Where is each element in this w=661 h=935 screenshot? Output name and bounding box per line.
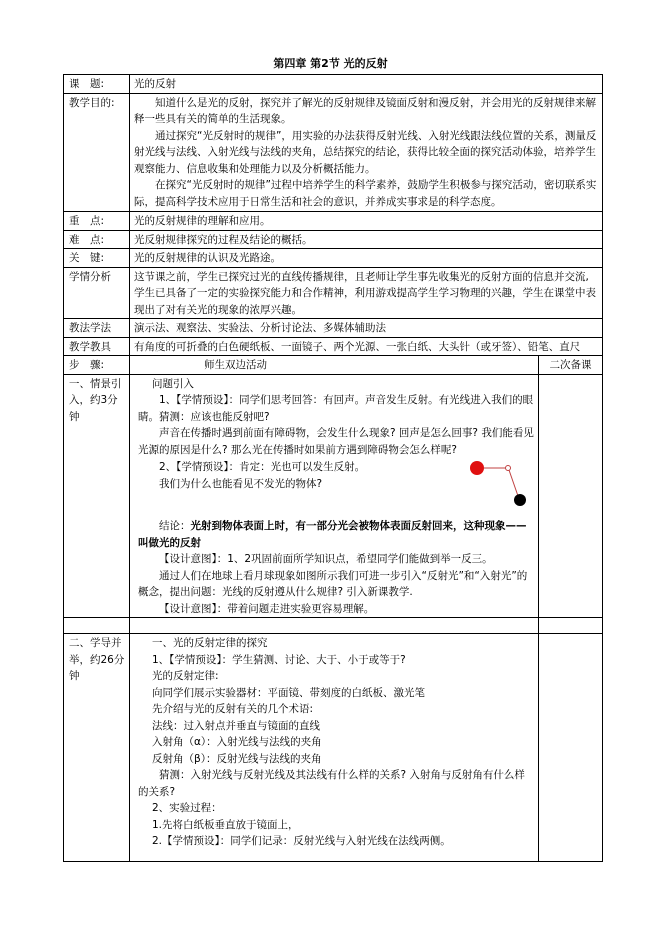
step2-a1: 1、【学情预设】：学生猜测、讨论、大于、小于或等于? xyxy=(152,653,406,666)
conclusion-text: 光射到物体表面上时，有一部分光会被物体表面反射回来，这种现象——叫做光的反射 xyxy=(138,520,527,549)
page-title: 第四章 第2节 光的反射 xyxy=(273,57,388,70)
row-critical xyxy=(64,249,603,268)
step2-a4: 先介绍与光的反射有关的几个术语: xyxy=(152,703,314,715)
step1-p5 xyxy=(138,518,534,551)
conclusion-label: 结论： xyxy=(159,520,191,532)
earth-shape xyxy=(514,494,526,506)
methods-value: 演示法、观察法、实验法、分析讨论法、多媒体辅助法 xyxy=(130,319,603,338)
tools-value: 有角度的可折叠的白色硬纸板、一面镜子、两个光源、一张白纸、大头针（或牙签）、铅笔、直尺 xyxy=(130,337,603,356)
key-value: 光的反射规律的理解和应用。 xyxy=(130,212,603,231)
step2-h: 一、光的反射定律的探究 xyxy=(152,637,268,649)
goal-2: 通过探究“光反射时的规律”，用实验的办法获得反射光线、入射光线跟法线位置的关系，测量反射光线与法线、入射光线与法线的夹角，总结探究的结论，获得比较全面的探究活动体验，培养学生观察能力、信息收集和处理能力以及分析概括能力。 xyxy=(134,129,597,175)
step2-a3: 向同学们展示实验器材：平面镜、带刻度的白纸板、激光笔 xyxy=(152,686,425,699)
notes-header: 二次备课 xyxy=(539,356,603,375)
key-label: 重 点: xyxy=(64,212,130,231)
row-header xyxy=(64,356,603,375)
activity-header: 师生双边活动 xyxy=(130,356,539,375)
goal-1: 知道什么是光的反射，探究并了解光的反射规律及镜面反射和漫反射，并会用光的反射规律来解释一些具有关的简单的生活现象。 xyxy=(134,96,596,125)
goal-3: 在探究“光反射时的规律”过程中培养学生的科学素养，鼓励学生积极参与探究活动，密切联系实际，提高科学技术应用于日常生活和社会的意识，并养成实事求是的科学态度。 xyxy=(134,179,597,208)
step2-a5: 法线：过入射点并垂直与镜面的直线 xyxy=(152,719,320,732)
step2-a6: 入射角（α）：入射光线与法线的夹角 xyxy=(152,736,322,748)
lesson-plan-table xyxy=(63,74,603,862)
sun-shape xyxy=(470,461,484,475)
row-analysis xyxy=(64,267,603,319)
row-step1 xyxy=(64,374,603,618)
step1-p4: 我们为什么也能看见不发光的物体? xyxy=(159,477,323,490)
step2-content xyxy=(130,634,539,862)
step2-notes xyxy=(539,634,603,862)
step2-a2: 光的反射定律: xyxy=(152,670,219,682)
step1-content xyxy=(130,374,539,618)
row-methods xyxy=(64,319,603,338)
moon-small xyxy=(506,466,511,471)
step2-label: 二、学导并举，约26分钟 xyxy=(64,634,130,862)
step1-diagram-block xyxy=(138,458,534,518)
row-step2 xyxy=(64,634,603,862)
row-topic xyxy=(64,75,603,94)
difficult-value: 光反射规律探究的过程及结论的概括。 xyxy=(130,230,603,249)
row-key xyxy=(64,212,603,231)
step1-p8: 【设计意图】：带着问题走进实验更容易理解。 xyxy=(159,602,375,615)
sun-moon-diagram xyxy=(468,456,538,516)
light-ray-2 xyxy=(509,470,518,496)
row-difficult xyxy=(64,230,603,249)
step1-p6: 【设计意图】：1、2巩固前面所学知识点，希望同学们能做到举一反三。 xyxy=(159,553,493,565)
step2-a7: 反射角（β）：反射光线与法线的夹角 xyxy=(152,752,322,765)
step1-label: 一、情景引入，约3分钟 xyxy=(64,374,130,618)
topic-label: 课 题: xyxy=(64,75,130,94)
topic-value: 光的反射 xyxy=(130,75,603,94)
row-spacer xyxy=(64,618,603,634)
step1-intro: 问题引入 xyxy=(152,377,194,390)
analysis-label: 学情分析 xyxy=(64,267,130,319)
step1-p1: 1、【学情预设】：同学们思考回答：有回声。声音发生反射。有光线进入我们的眼睛。猜测：应该也能反射吧? xyxy=(138,394,534,423)
goals-label: 教学目的: xyxy=(64,93,130,212)
analysis-value: 这节课之前，学生已探究过光的直线传播规律，且老师让学生事先收集光的反射方面的信息并交流,学生已具备了一定的实验探究能力和合作精神，利用游戏提高学生学习物理的兴趣，学生在课堂中表现出了对有关光的现象的浓厚兴趣。 xyxy=(130,267,603,319)
critical-label: 关 键: xyxy=(64,249,130,268)
critical-value: 光的反射规律的认识及光路途。 xyxy=(130,249,603,268)
methods-label: 教法学法 xyxy=(64,319,130,338)
row-goals xyxy=(64,93,603,212)
step1-p7: 通过人们在地球上看月球现象如图所示我们可进一步引入“反射光”和“入射光”的概念，提出问题：光线的反射遵从什么规律? 引入新课教学. xyxy=(138,569,528,598)
step2-a9: 2、实验过程： xyxy=(152,802,222,814)
step1-p3: 2、【学情预设】：肯定：光也可以发生反射。 xyxy=(159,461,366,473)
difficult-label: 难 点: xyxy=(64,230,130,249)
step1-p2: 声音在传播时遇到前面有障碍物，会发生什么现象? 回声是怎么回事? 我们能看见光源的原因是什么? 那么光在传播时如果前方遇到障碍物会怎么样呢? xyxy=(138,427,534,456)
row-tools xyxy=(64,337,603,356)
goals-content xyxy=(130,93,603,212)
tools-label: 教学教具 xyxy=(64,337,130,356)
step2-a8: 猜测：入射光线与反射光线及其法线有什么样的关系? 入射角与反射角有什么样的关系? xyxy=(138,769,525,798)
step1-notes xyxy=(539,374,603,618)
step2-a11: 2.【学情预设】：同学们记录：反射光线与入射光线在法线两侧。 xyxy=(152,835,451,847)
steps-header: 步 骤: xyxy=(64,356,130,375)
step2-a10: 1.先将白纸板垂直放于镜面上， xyxy=(152,818,299,831)
